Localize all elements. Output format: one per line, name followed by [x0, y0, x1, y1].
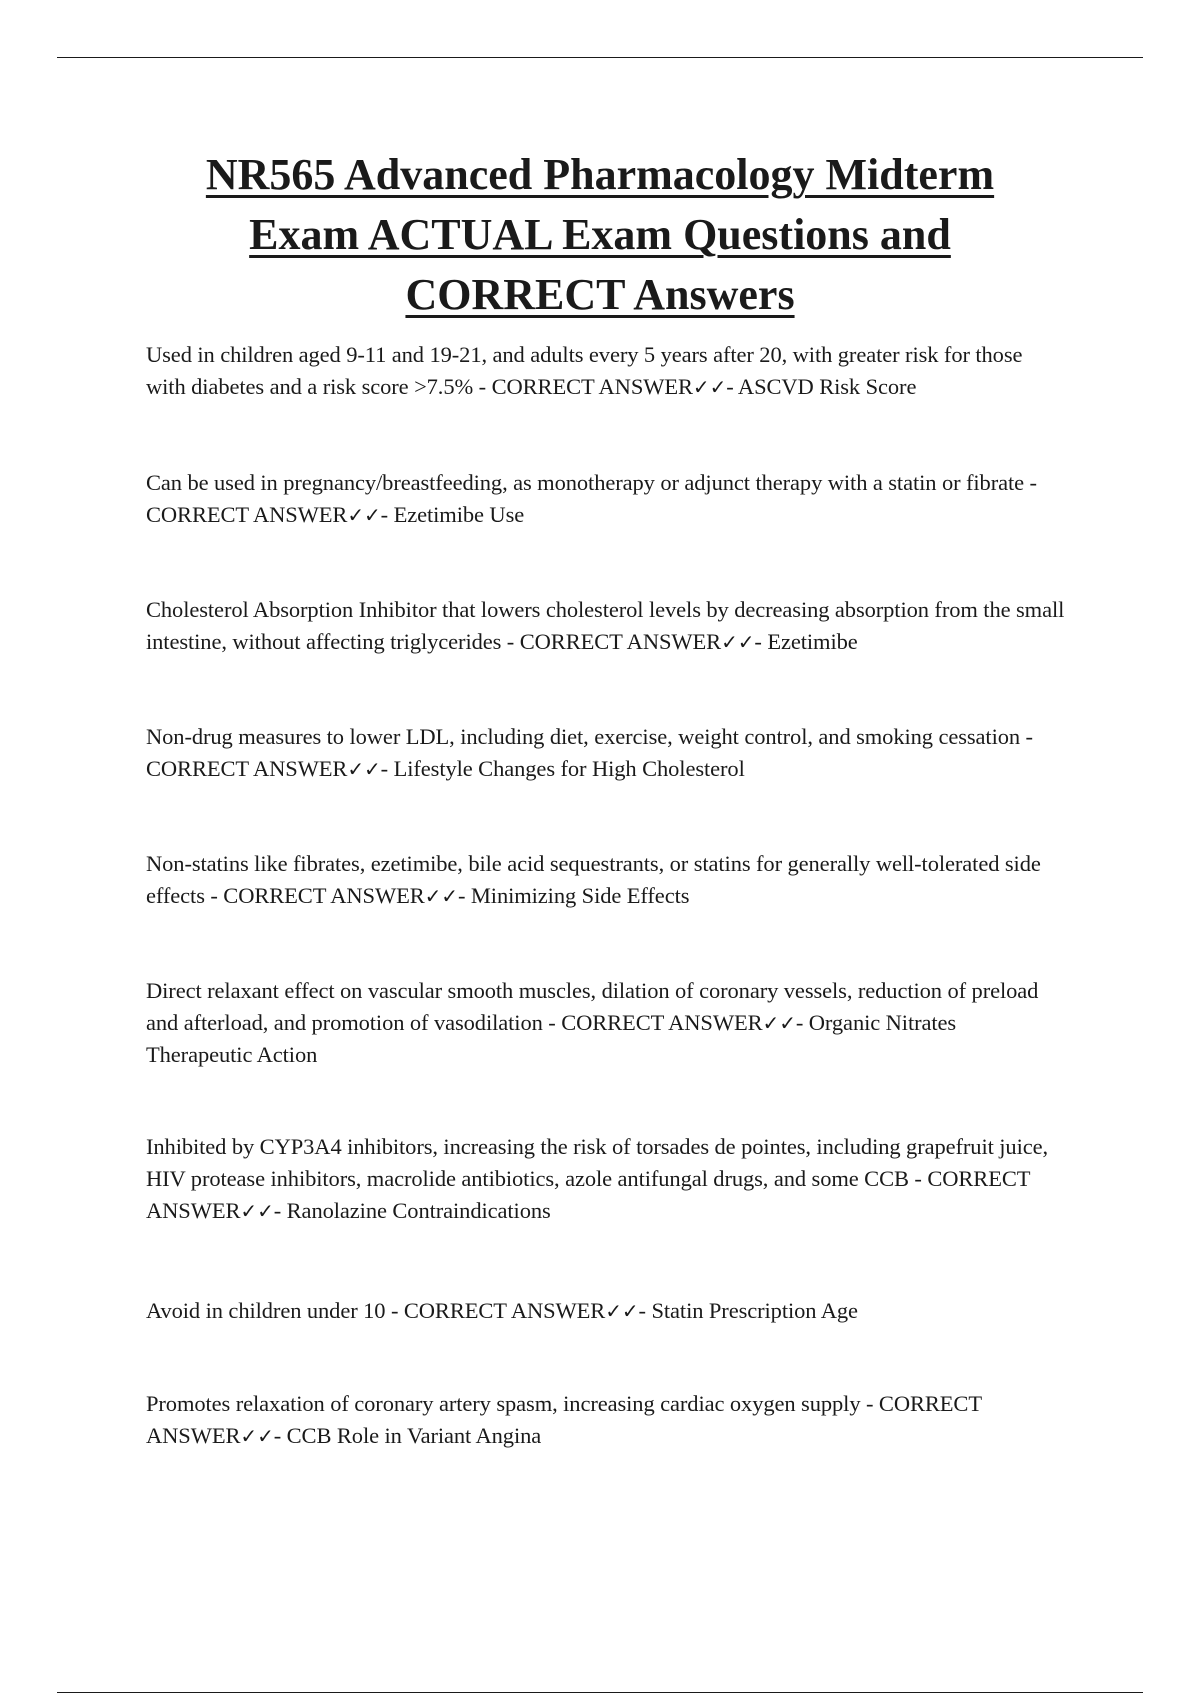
answer-text: - Minimizing Side Effects: [457, 883, 690, 908]
question-text: Non-statins like fibrates, ezetimibe, bile acid sequestrants, or statins for generally well-tolerated side effects -: [146, 851, 1041, 908]
double-check-icon: ✓✓: [692, 375, 727, 399]
answer-text: - Statin Prescription Age: [638, 1298, 858, 1323]
qa-item-4: [146, 721, 1066, 785]
qa-item-3: [146, 594, 1066, 658]
double-check-icon: ✓✓: [605, 1299, 639, 1323]
question-text: Direct relaxant effect on vascular smooth muscles, dilation of coronary vessels, reduction of preload and afterload, and promotion of vasodilation -: [146, 978, 1039, 1035]
qa-item-5: [146, 848, 1066, 912]
answer-marker: CORRECT ANSWER: [519, 629, 722, 654]
double-check-icon: ✓✓: [424, 884, 458, 908]
qa-item-8: [146, 1295, 1066, 1327]
answer-text: - CCB Role in Variant Angina: [273, 1423, 542, 1448]
qa-item-7: [146, 1131, 1066, 1227]
header-rule: [57, 57, 1143, 58]
answer-text: - Ranolazine Contraindications: [273, 1198, 551, 1223]
qa-item-9: [146, 1388, 1066, 1452]
double-check-icon: ✓✓: [347, 503, 381, 527]
question-text: Used in children aged 9-11 and 19-21, and adults every 5 years after 20, with greater risk for those with diabetes and a risk score >7.5% -: [146, 342, 1023, 399]
answer-marker: CORRECT ANSWER: [146, 756, 348, 781]
question-text: Inhibited by CYP3A4 inhibitors, increasing the risk of torsades de pointes, including grapefruit juice, HIV protease inhibitors, macrolide antibiotics, azole antifungal drugs, and some CCB -: [146, 1134, 1049, 1191]
answer-text: - Ezetimibe Use: [380, 502, 525, 527]
question-text: Can be used in pregnancy/breastfeeding, as monotherapy or adjunct therapy with a statin or fibrate -: [146, 470, 1037, 495]
answer-marker: CORRECT ANSWER: [491, 374, 693, 399]
question-text: Promotes relaxation of coronary artery spasm, increasing cardiac oxygen supply -: [146, 1391, 879, 1416]
answer-text: - ASCVD Risk Score: [726, 374, 917, 399]
qa-item-6: [146, 975, 1066, 1071]
answer-marker: CORRECT ANSWER: [561, 1010, 763, 1035]
answer-text: - Lifestyle Changes for High Cholesterol: [380, 756, 745, 781]
qa-item-2: [146, 467, 1066, 531]
double-check-icon: ✓✓: [240, 1199, 274, 1223]
double-check-icon: ✓✓: [721, 630, 755, 654]
double-check-icon: ✓✓: [347, 757, 381, 781]
answer-text: - Organic Nitrates Therapeutic Action: [146, 1010, 957, 1067]
double-check-icon: ✓✓: [240, 1424, 274, 1448]
answer-text: - Ezetimibe: [754, 629, 858, 654]
footer-rule: [57, 1692, 1143, 1693]
document-title: NR565 Advanced Pharmacology Midterm Exam ACTUAL Exam Questions and CORRECT Answers: [205, 150, 995, 319]
qa-item-1: [146, 339, 1066, 403]
question-text: Avoid in children under 10 -: [146, 1298, 404, 1323]
answer-marker: CORRECT ANSWER: [146, 502, 348, 527]
double-check-icon: ✓✓: [762, 1011, 796, 1035]
answer-marker: CORRECT ANSWER: [146, 1391, 982, 1448]
question-text: Non-drug measures to lower LDL, including diet, exercise, weight control, and smoking cessation -: [146, 724, 1033, 749]
question-text: Cholesterol Absorption Inhibitor that lowers cholesterol levels by decreasing absorption from the small intestine, without affecting triglycerides -: [146, 597, 1065, 654]
answer-marker: CORRECT ANSWER: [223, 883, 425, 908]
answer-marker: CORRECT ANSWER: [403, 1298, 606, 1323]
answer-marker: CORRECT ANSWER: [146, 1166, 1031, 1223]
